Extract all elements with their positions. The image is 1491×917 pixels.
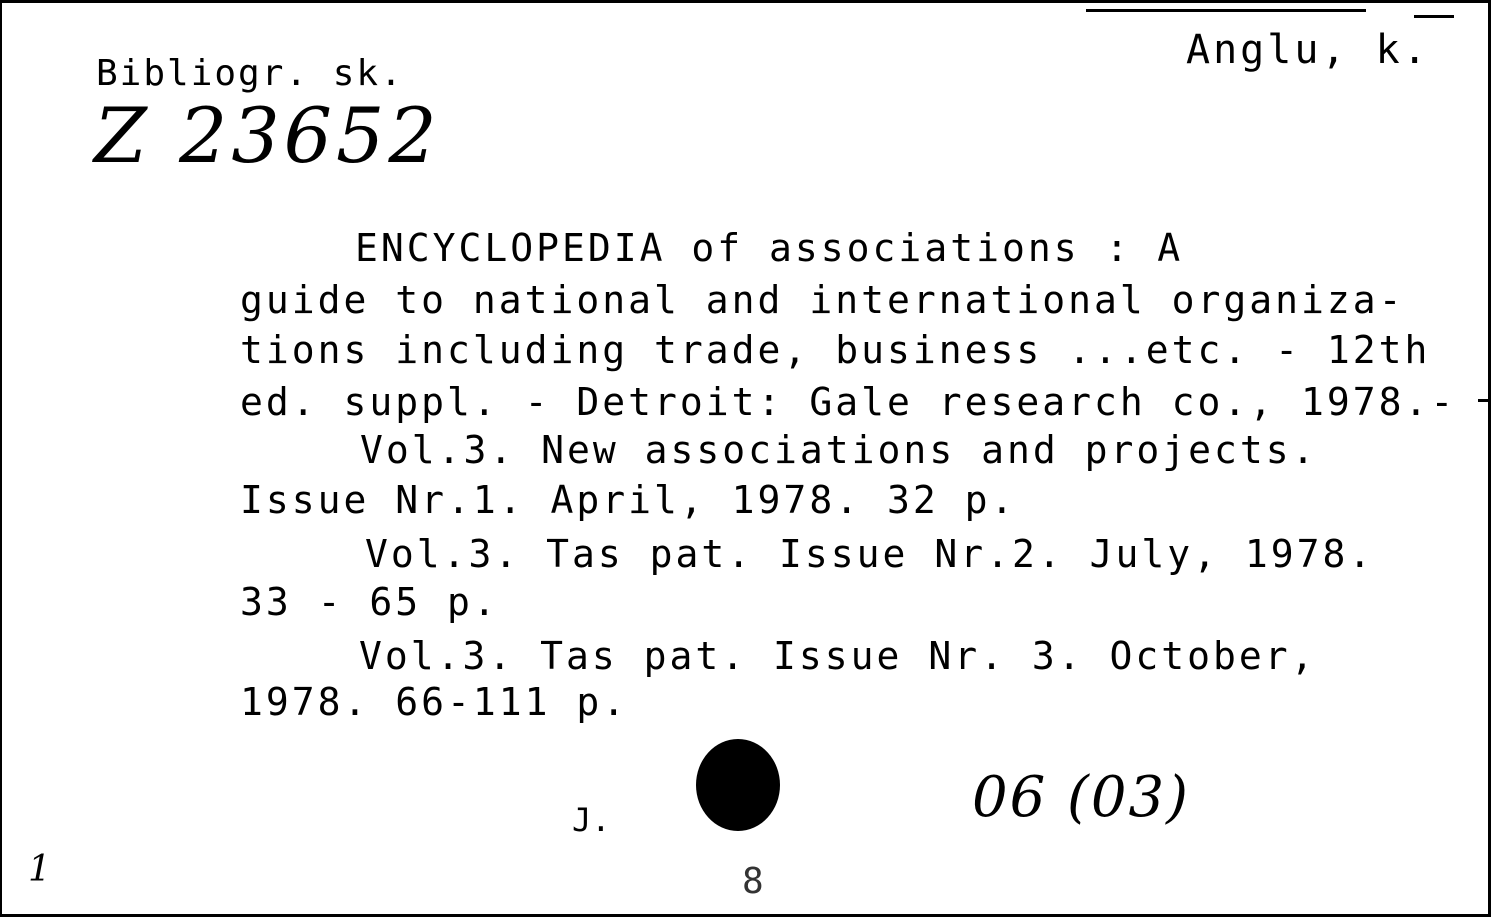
entry-title-line: ENCYCLOPEDIA of associations : A bbox=[355, 226, 1184, 270]
pages-line: 1978. 66-111 p. bbox=[240, 680, 629, 724]
speck bbox=[1478, 399, 1488, 402]
volume-line: Vol.3. Tas pat. Issue Nr. 3. October, bbox=[359, 634, 1317, 678]
classification-number: 06 (03) bbox=[972, 765, 1191, 830]
entry-line: tions including trade, business ...etc. - 12th bbox=[240, 328, 1431, 372]
call-number: Z 23652 bbox=[94, 91, 441, 180]
speck bbox=[1086, 9, 1366, 12]
corner-number: 1 bbox=[28, 849, 51, 890]
bottom-mark: 8 bbox=[742, 861, 764, 902]
entry-line: guide to national and international organiza- bbox=[240, 278, 1405, 322]
volume-line: Vol.3. New associations and projects. bbox=[360, 428, 1318, 472]
issue-line: Issue Nr.1. April, 1978. 32 p. bbox=[240, 478, 1017, 522]
shelf-mark: Bibliogr. sk. bbox=[96, 53, 404, 94]
pages-line: 33 - 65 p. bbox=[240, 580, 499, 624]
volume-line: Vol.3. Tas pat. Issue Nr.2. July, 1978. bbox=[365, 532, 1375, 576]
entry-line: ed. suppl. - Detroit: Gale research co., 1978.- bbox=[240, 380, 1457, 424]
language-tag: Anglu, k. bbox=[1186, 27, 1430, 73]
punch-hole bbox=[696, 739, 780, 831]
speck bbox=[1414, 15, 1454, 18]
small-mark: J. bbox=[572, 801, 611, 839]
